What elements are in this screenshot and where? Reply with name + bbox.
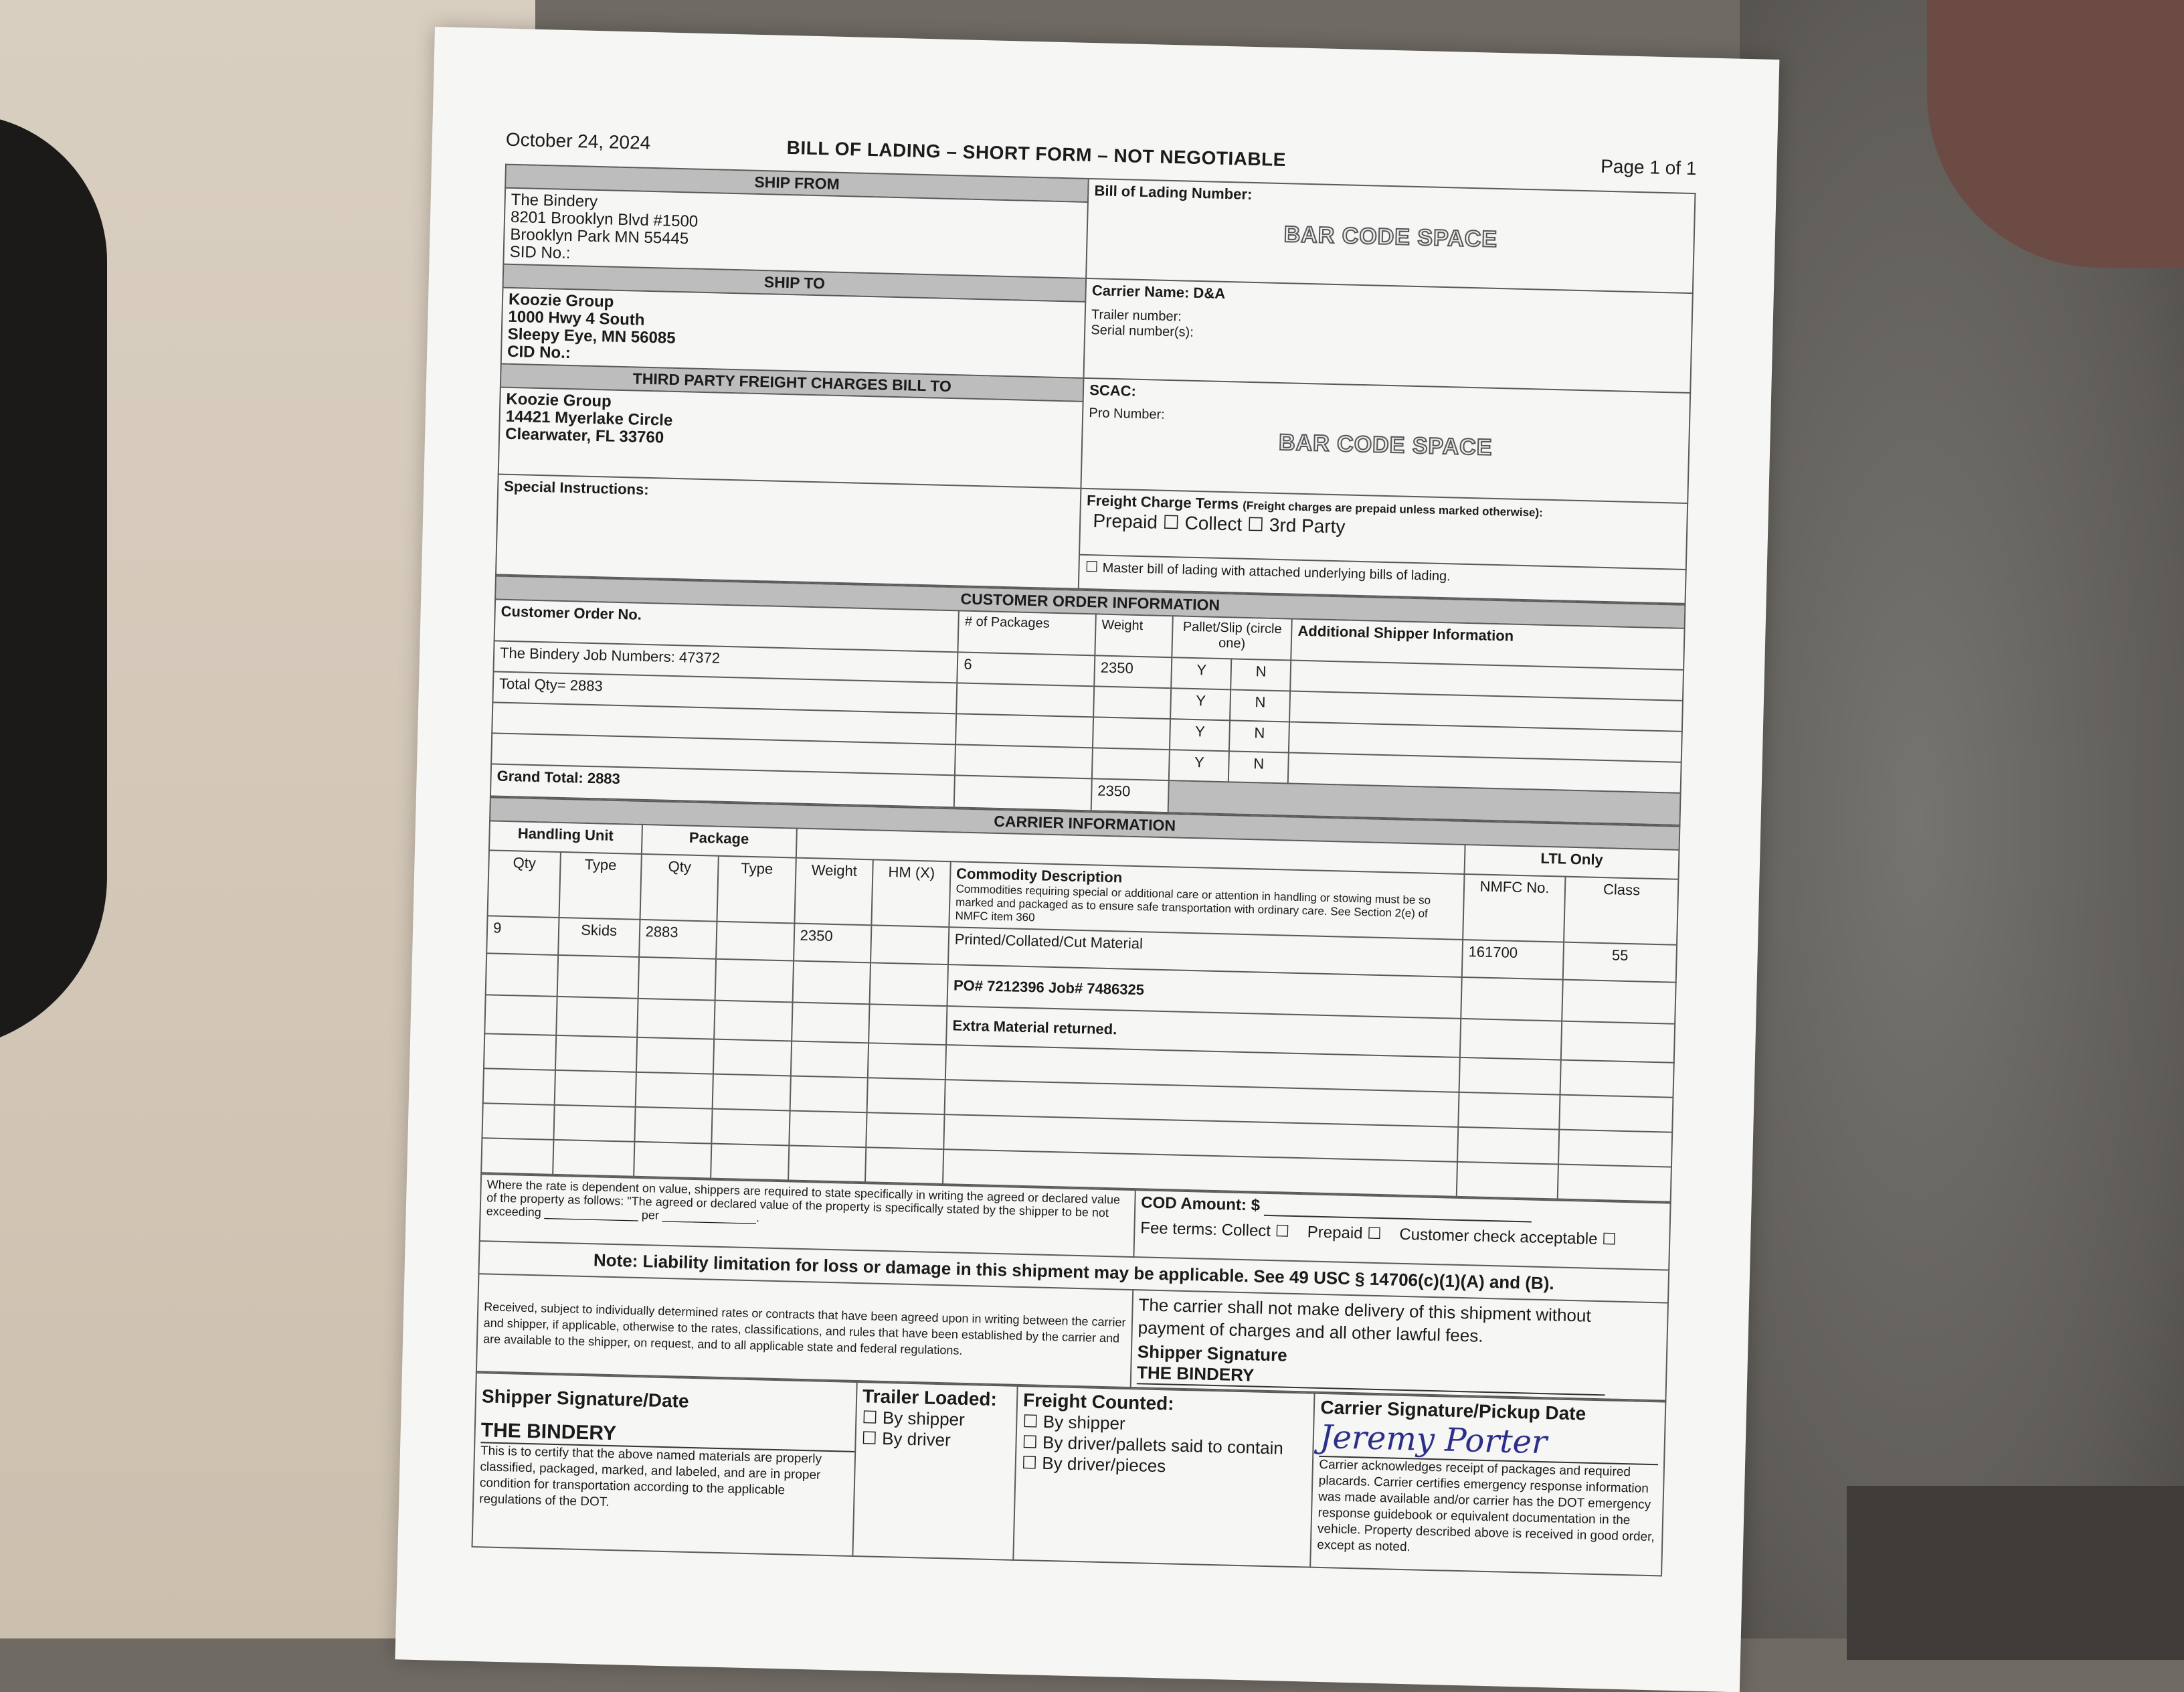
pkg-type	[711, 1144, 789, 1181]
col-packages: # of Packages	[958, 610, 1096, 655]
carrier-name: D&A	[1193, 284, 1226, 302]
trailer-option[interactable]	[861, 1428, 1010, 1452]
hm-mark	[867, 1078, 945, 1114]
pkg-qty: 2883	[639, 920, 717, 959]
carrier-signature-label: Carrier Signature/Pickup Date	[1320, 1396, 1586, 1424]
pkg-type	[716, 922, 794, 961]
carrier-cell	[1084, 278, 1693, 393]
pkg-qty	[638, 957, 716, 1001]
freight-option-label: By shipper	[1042, 1411, 1126, 1434]
handling-unit-heading: Handling Unit	[489, 821, 642, 854]
col-pallet-slip: Pallet/Slip (circle one)	[1172, 616, 1292, 660]
ltl-only-heading: LTL Only	[1464, 845, 1679, 879]
item-weight	[792, 961, 871, 1005]
cod-amount-label: COD Amount: $	[1140, 1193, 1261, 1215]
carrier-info-table	[480, 796, 1680, 1202]
ship-from-line: SID No.:	[509, 242, 571, 263]
col-class: Class	[1564, 877, 1678, 945]
freight-option-label: By driver/pieces	[1041, 1452, 1166, 1476]
carrier-delivery-cell	[1131, 1290, 1668, 1401]
pkg-qty	[637, 999, 715, 1039]
hu-type: Skids	[558, 918, 640, 957]
packages-cell	[955, 713, 1093, 748]
item-weight	[790, 1076, 868, 1112]
hm-mark	[865, 1147, 943, 1184]
fee-terms-prepaid[interactable]: Prepaid	[1307, 1223, 1363, 1243]
collect-option[interactable]: Collect	[1184, 512, 1243, 535]
nmfc-no: 161700	[1462, 940, 1564, 980]
nmfc-no	[1461, 977, 1563, 1021]
shipper-signature[interactable]: THE BINDERY	[480, 1419, 856, 1452]
ship-to-line: CID No.:	[507, 342, 571, 363]
customer-order-table	[490, 575, 1686, 825]
packages-cell: 6	[958, 652, 1095, 686]
ship-to-line: 1000 Hwy 4 South	[508, 307, 645, 329]
weight-cell	[1093, 686, 1172, 719]
pkg-type	[713, 1039, 792, 1076]
third-party-line: Clearwater, FL 33760	[505, 424, 664, 447]
weight-cell	[1092, 748, 1170, 780]
pallet-yes[interactable]: Y	[1171, 688, 1231, 720]
col-additional-info: Additional Shipper Information	[1291, 619, 1684, 670]
freight-class	[1558, 1130, 1672, 1167]
checkbox-icon[interactable]: ☐	[1275, 1222, 1290, 1241]
page-number: Page 1 of 1	[1600, 155, 1697, 179]
shipper-signature-label: Shipper Signature	[1137, 1341, 1288, 1365]
freight-class	[1562, 980, 1675, 1024]
pallet-no[interactable]: N	[1228, 751, 1289, 783]
checkbox-icon[interactable]: ☐	[1022, 1411, 1039, 1432]
prepaid-option[interactable]: Prepaid	[1093, 510, 1158, 533]
hu-qty	[484, 995, 557, 1035]
nmfc-no	[1459, 1058, 1560, 1095]
scac-cell	[1081, 378, 1691, 503]
trailer-option-label: By driver	[881, 1428, 951, 1450]
pallet-yes[interactable]: Y	[1172, 657, 1232, 689]
checkbox-icon[interactable]: ☐	[1022, 1432, 1038, 1452]
hu-type	[556, 997, 638, 1037]
checkbox-icon[interactable]: ☐	[1162, 511, 1180, 533]
bol-form	[472, 129, 1697, 1577]
hu-type	[557, 955, 638, 999]
ship-to-line: Sleepy Eye, MN 56085	[507, 325, 676, 347]
pkg-type	[714, 1001, 792, 1041]
freight-terms-label: Freight Charge Terms	[1086, 492, 1239, 513]
freight-counted-cell	[1013, 1386, 1315, 1568]
hu-qty	[484, 1033, 556, 1070]
form-title: BILL OF LADING – SHORT FORM – NOT NEGOTIABLE	[786, 137, 1287, 171]
serial-number-label: Serial number(s):	[1091, 323, 1194, 340]
carrier-name-label: Carrier Name:	[1091, 282, 1190, 301]
form-date: October 24, 2024	[505, 129, 651, 153]
col-commodity	[949, 861, 1464, 940]
item-weight	[789, 1110, 867, 1147]
scac-label: SCAC:	[1089, 382, 1137, 400]
item-weight: 2350	[794, 924, 872, 963]
col-customer-order: Customer Order No.	[494, 599, 960, 652]
cod-amount-line[interactable]	[1264, 1197, 1532, 1223]
carrier-signature[interactable]: Jeremy Porter	[1320, 1418, 1659, 1465]
pkg-qty	[634, 1142, 712, 1179]
bol-barcode-space: BAR CODE SPACE	[1283, 222, 1498, 252]
commodity-desc: PO# 7212396 Job# 7486325	[947, 964, 1461, 1019]
ship-to-line: Koozie Group	[508, 290, 614, 311]
pro-barcode-space: BAR CODE SPACE	[1278, 430, 1493, 460]
freight-class	[1560, 1060, 1674, 1098]
ship-to-address	[501, 288, 1086, 378]
item-weight	[788, 1145, 867, 1182]
hu-qty	[483, 1068, 555, 1105]
checkbox-icon[interactable]: ☐	[1021, 1452, 1038, 1473]
top-section	[495, 164, 1696, 604]
liability-note: Note: Liability limitation for loss or damage in this shipment may be applicable. See 49 USC § 14706(c)(1)(A) and (B).	[478, 1241, 1669, 1302]
carrier-info-heading: CARRIER INFORMATION	[490, 797, 1679, 849]
bol-number-label: Bill of Lading Number:	[1094, 182, 1253, 203]
ship-from-line: The Bindery	[511, 190, 598, 212]
shipper-signature-value[interactable]: THE BINDERY	[1137, 1362, 1606, 1395]
freight-class	[1561, 1021, 1675, 1063]
ship-from-line: 8201 Brooklyn Blvd #1500	[510, 207, 699, 231]
pallet-yes[interactable]: Y	[1169, 750, 1229, 782]
hu-type	[553, 1140, 634, 1177]
ship-to-heading: SHIP TO	[503, 264, 1087, 302]
checkbox-icon[interactable]: ☐	[1601, 1230, 1617, 1249]
checkbox-icon[interactable]: ☐	[862, 1407, 879, 1428]
customer-order-heading: CUSTOMER ORDER INFORMATION	[495, 576, 1685, 628]
nmfc-no	[1457, 1127, 1559, 1165]
weight-cell	[1093, 717, 1171, 750]
order-cell: Total Qty= 2883	[492, 671, 957, 713]
pkg-type	[715, 959, 794, 1003]
col-nmfc: NMFC No.	[1463, 874, 1565, 942]
checkbox-icon[interactable]: ☐	[861, 1428, 878, 1448]
master-bol-text: Master bill of lading with attached underlying bills of lading.	[1102, 560, 1451, 584]
value-cod-section	[476, 1173, 1671, 1401]
item-weight	[792, 1002, 870, 1043]
ship-from-heading: SHIP FROM	[505, 165, 1089, 202]
hm-mark	[870, 962, 948, 1006]
nmfc-no	[1460, 1019, 1562, 1060]
commodity-label: Commodity Description	[955, 865, 1123, 886]
hu-qty	[481, 1138, 553, 1175]
special-instructions-label: Special Instructions:	[503, 477, 649, 499]
shipper-signature-cell	[472, 1373, 857, 1556]
pallet-yes[interactable]: Y	[1170, 719, 1230, 751]
third-party-option[interactable]: 3rd Party	[1269, 514, 1346, 537]
third-party-line: 14421 Myerlake Circle	[505, 407, 673, 430]
declared-value-text: Where the rate is dependent on value, shippers are required to state specifically in writing the agreed or declared value of the property as follows: "The agreed or declared value of the property is specifically stated by the shipper to be not exceeding ______________ per ______________.	[480, 1174, 1135, 1257]
customer-check[interactable]: Customer check acceptable	[1399, 1225, 1598, 1248]
commodity-desc: Extra Material returned.	[946, 1006, 1461, 1058]
col-pkg-type: Type	[717, 856, 796, 924]
col-pkg-qty: Qty	[640, 854, 719, 922]
hu-type	[555, 1035, 637, 1072]
grand-total-packages	[954, 775, 1092, 811]
nmfc-no	[1457, 1162, 1558, 1199]
shipper-certification: This is to certify that the above named materials are properly classified, packaged, marked, and labeled, and are in proper condition for transportation according to the applicable regulations of the DOT.	[479, 1444, 822, 1510]
trailer-loaded-cell	[852, 1382, 1017, 1560]
item-weight	[791, 1041, 869, 1078]
carrier-signature-cell	[1311, 1393, 1666, 1576]
pkg-qty	[635, 1072, 713, 1109]
weight-cell: 2350	[1094, 655, 1172, 688]
checkbox-icon[interactable]: ☐	[1085, 558, 1099, 576]
third-party-heading: THIRD PARTY FREIGHT CHARGES BILL TO	[500, 364, 1084, 402]
checkbox-icon[interactable]: ☐	[1247, 513, 1265, 535]
dark-object	[0, 114, 107, 1051]
freight-option-label: By driver/pallets said to contain	[1042, 1432, 1284, 1458]
pkg-type	[713, 1074, 791, 1111]
fee-terms-collect[interactable]: Fee terms: Collect	[1140, 1219, 1271, 1241]
third-party-address	[498, 388, 1083, 489]
pkg-qty	[636, 1037, 714, 1074]
freight-counted-label: Freight Counted:	[1022, 1389, 1174, 1414]
packages-cell	[955, 744, 1093, 778]
hm-mark	[867, 1112, 945, 1149]
hu-type	[553, 1105, 635, 1142]
pallet-no[interactable]: N	[1231, 659, 1291, 691]
hm-mark	[868, 1043, 946, 1080]
trailer-number-label: Trailer number:	[1091, 307, 1182, 325]
pkg-type	[711, 1109, 790, 1146]
pallet-no[interactable]: N	[1229, 720, 1289, 752]
col-weight: Weight	[794, 858, 873, 926]
pallet-no[interactable]: N	[1230, 689, 1290, 722]
received-text: Received, subject to individually determined rates or contracts that have been agreed upon in writing between the carrier and shipper, if applicable, otherwise to the rates, classifications, and rules that have been established by the carrier and are available to the shipper, on request, and to all applicable state and federal regulations.	[476, 1274, 1133, 1387]
signature-section	[472, 1372, 1667, 1576]
carrier-delivery-text: The carrier shall not make delivery of this shipment without payment of charges and all other lawful fees.	[1138, 1294, 1592, 1346]
commodity-note: Commodities requiring special or additional care or attention in handling or stowing must be so marked and packaged as to ensure safe transportation with ordinary care. See Section 2(e) of NMFC item 360	[955, 882, 1431, 924]
nmfc-no	[1458, 1092, 1560, 1130]
checkbox-icon[interactable]: ☐	[1366, 1224, 1382, 1244]
freight-class	[1559, 1095, 1673, 1132]
pro-number-label: Pro Number:	[1089, 406, 1166, 422]
col-hm: HM (X)	[872, 859, 951, 927]
package-heading: Package	[641, 825, 796, 858]
hu-type	[554, 1070, 636, 1107]
commodity-desc: Printed/Collated/Cut Material	[948, 927, 1463, 977]
ship-from-line: Brooklyn Park MN 55445	[510, 225, 689, 248]
col-weight: Weight	[1095, 614, 1173, 657]
hu-qty: 9	[486, 916, 559, 955]
col-hu-type: Type	[559, 852, 641, 920]
carrier-certification: Carrier acknowledges receipt of packages and required placards. Carrier certifies emergency response information was made available and/or carrier has the DOT emergency response guidebook or equivalent documentation in the vehicle. Property described above is received in good order, except as noted.	[1317, 1457, 1655, 1555]
hm-mark	[871, 925, 949, 964]
grand-total: Grand Total: 2883	[490, 764, 955, 807]
grand-total-weight: 2350	[1091, 778, 1170, 813]
third-party-line: Koozie Group	[506, 390, 612, 411]
trailer-loaded-label: Trailer Loaded:	[862, 1385, 998, 1410]
order-cell: The Bindery Job Numbers: 47372	[493, 641, 958, 683]
hu-qty	[486, 953, 558, 997]
freight-class	[1558, 1165, 1671, 1202]
floor-shadow	[1847, 1486, 2184, 1660]
bol-number-cell	[1086, 179, 1695, 293]
trailer-option-label: By shipper	[882, 1407, 966, 1430]
cod-cell	[1133, 1190, 1670, 1270]
hm-mark	[869, 1004, 947, 1045]
bill-of-lading-sheet	[395, 27, 1779, 1692]
hu-qty	[482, 1103, 554, 1140]
freight-terms-note: (Freight charges are prepaid unless marked otherwise):	[1242, 499, 1544, 519]
ship-from-address	[503, 188, 1088, 278]
freight-class: 55	[1563, 942, 1677, 983]
special-instructions	[496, 475, 1081, 589]
shipper-signature-date-label: Shipper Signature/Date	[481, 1385, 689, 1412]
col-hu-qty: Qty	[488, 850, 561, 918]
pkg-qty	[634, 1107, 713, 1144]
packages-cell	[957, 683, 1095, 717]
